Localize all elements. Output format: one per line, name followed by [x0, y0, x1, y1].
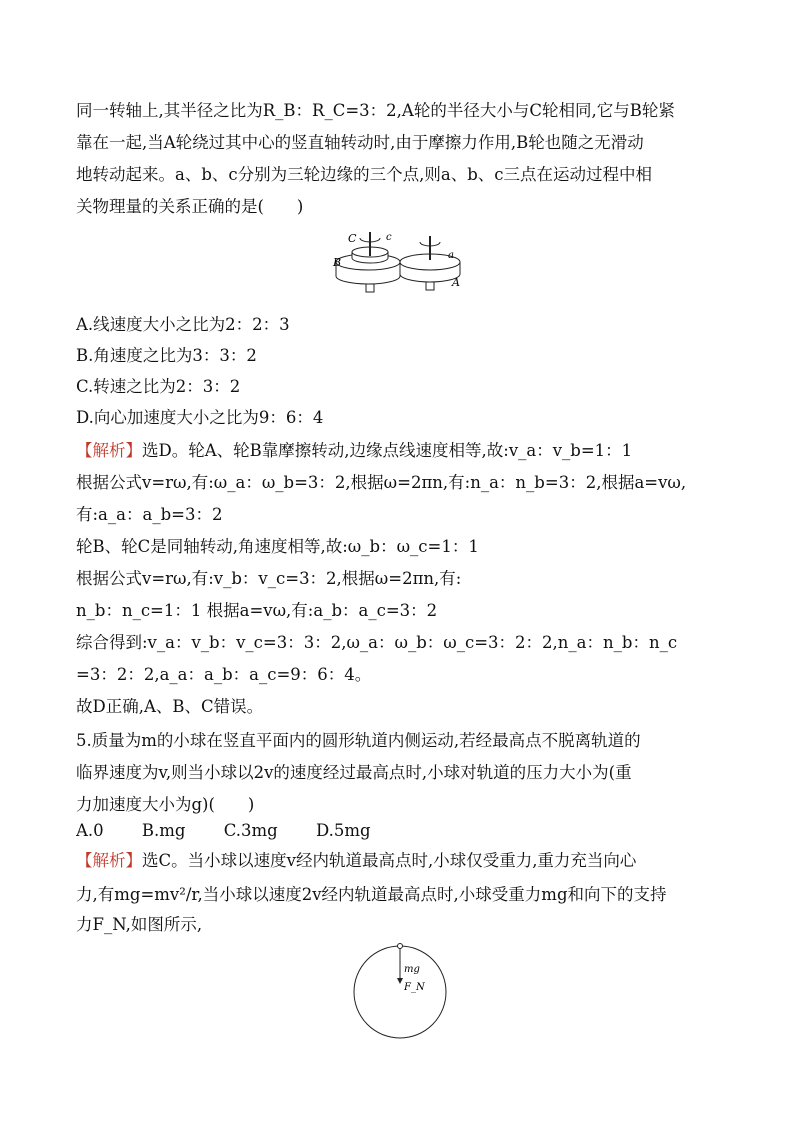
q5-stem-line-3: 力加速度大小为g)( )	[76, 795, 255, 814]
label-mg: mg	[404, 964, 420, 975]
q5-stem-line-1: 5.质量为m的小球在竖直平面内的圆形轨道内侧运动,若经最高点不脱离轨道的	[76, 731, 641, 750]
wheels-figure	[330, 226, 470, 298]
q5-options: A.0 B.mg C.3mg D.5mg	[76, 821, 371, 840]
q5-solution-first: 选C。当小球以速度v经内轨道最高点时,小球仅受重力,重力充当向心	[142, 851, 637, 870]
q4-solution-line-6: n_b：n_c=1：1 根据a=vω,有:a_b：a_c=3：2	[76, 601, 438, 620]
circular-track-figure	[350, 940, 450, 1040]
q4-solution-line-8: =3：2：2,a_a：a_b：a_c=9：6：4。	[76, 665, 372, 684]
q4-solution-line-7: 综合得到:v_a：v_b：v_c=3：3：2,ω_a：ω_b：ω_c=3：2：2,n_a：n_b：n_c	[76, 633, 678, 652]
q4-stem-line-2: 靠在一起,当A轮绕过其中心的竖直轴转动时,由于摩擦力作用,B轮也随之无滑动	[76, 133, 644, 152]
label-B: B	[333, 256, 342, 269]
q5-stem-line-2: 临界速度为v,则当小球以2v的速度经过最高点时,小球对轨道的压力大小为(重	[76, 763, 632, 782]
label-c: c	[386, 232, 392, 243]
q4-option-c: C.转速之比为2：3：2	[76, 377, 241, 396]
label-A: A	[452, 276, 460, 289]
analysis-tag: 【解析】	[76, 441, 142, 460]
q4-option-b: B.角速度之比为3：3：2	[76, 346, 257, 365]
label-fn: F_N	[404, 982, 425, 993]
q5-solution-line-3: 力F_N,如图所示,	[76, 915, 203, 934]
q4-solution-first: 选D。轮A、轮B靠摩擦转动,边缘点线速度相等,故:v_a：v_b=1：1	[142, 441, 633, 460]
label-a: a	[448, 250, 454, 261]
q4-stem-line-1: 同一转轴上,其半径之比为R_B：R_C=3：2,A轮的半径大小与C轮相同,它与B轮紧	[76, 101, 675, 120]
q5-solution-line-1	[76, 850, 726, 872]
q4-solution-line-2: 根据公式v=rω,有:ω_a：ω_b=3：2,根据ω=2πn,有:n_a：n_b=3：2,根据a=vω,	[76, 473, 687, 492]
q4-solution-line-5: 根据公式v=rω,有:v_b：v_c=3：2,根据ω=2πn,有:	[76, 569, 462, 588]
q4-solution-line-3: 有:a_a：a_b=3：2	[76, 505, 223, 524]
q5-solution-line-2: 力,有mg=mv²/r,当小球以速度2v经内轨道最高点时,小球受重力mg和向下的支持	[76, 885, 667, 904]
q4-stem-line-3: 地转动起来。a、b、c分别为三轮边缘的三个点,则a、b、c三点在运动过程中相	[76, 165, 653, 184]
q4-solution-line-1	[76, 440, 726, 462]
analysis-tag-2: 【解析】	[76, 851, 142, 870]
q4-solution-line-4: 轮B、轮C是同轴转动,角速度相等,故:ω_b：ω_c=1：1	[76, 537, 479, 556]
q4-stem-line-4: 关物理量的关系正确的是( )	[76, 197, 304, 216]
q4-option-a: A.线速度大小之比为2：2：3	[76, 315, 290, 334]
q4-solution-line-9: 故D正确,A、B、C错误。	[76, 697, 264, 716]
label-C: C	[348, 232, 357, 245]
q4-option-d: D.向心加速度大小之比为9：6：4	[76, 408, 324, 427]
